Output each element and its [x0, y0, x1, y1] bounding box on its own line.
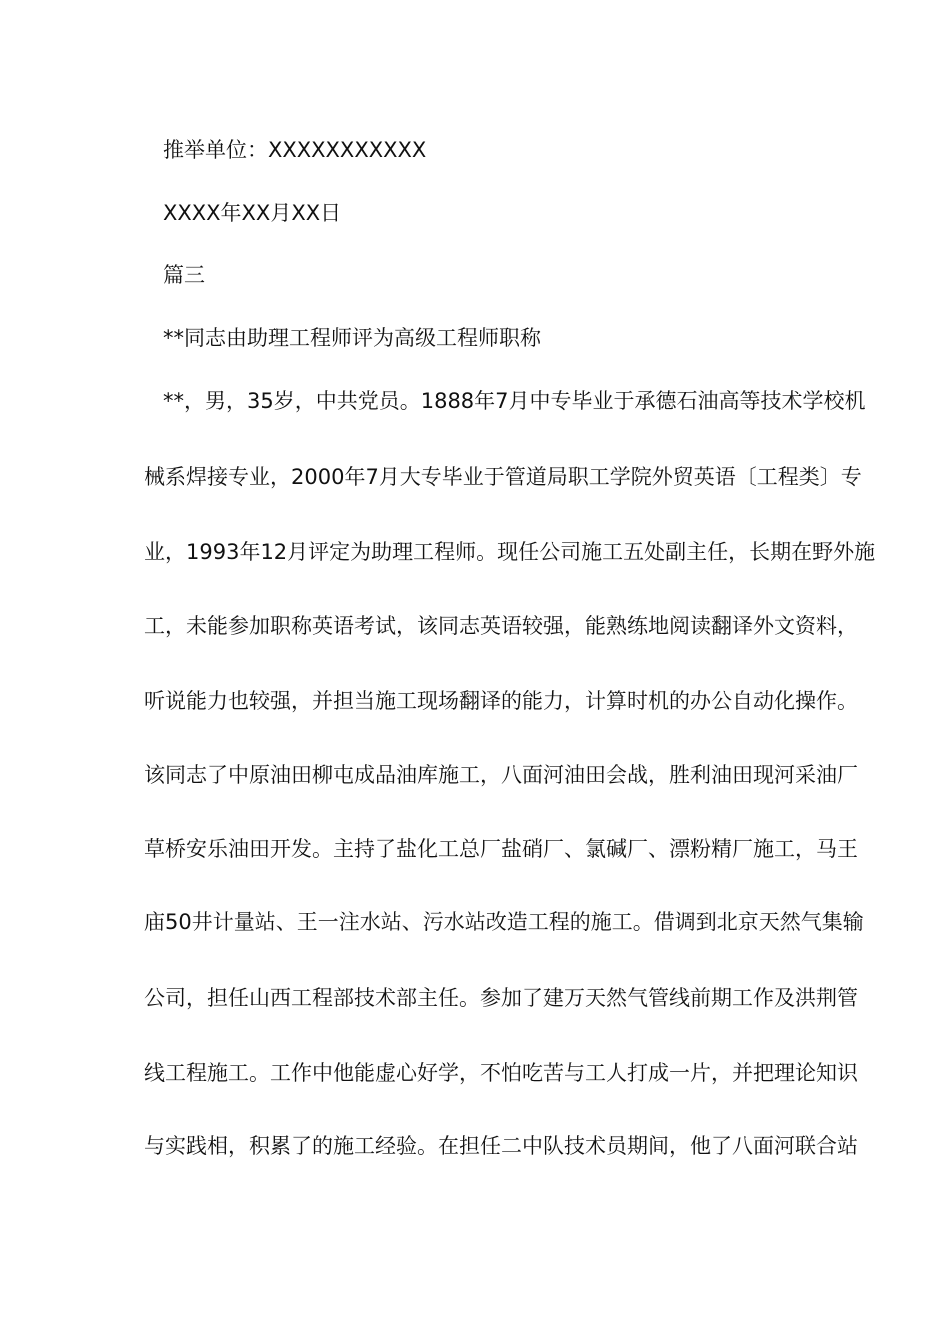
paragraph-line: 庙50井计量站、王一注水站、污水站改造工程的施工。借调到北京天然气集输 — [144, 910, 864, 934]
paragraph-line: 工，未能参加职称英语考试，该同志英语较强，能熟练地阅读翻译外文资料， — [144, 614, 858, 638]
paragraph-line: 草桥安乐油田开发。主持了盐化工总厂盐硝厂、氯碱厂、漂粉精厂施工，马王 — [144, 837, 858, 861]
paragraph-line: 与实践相，积累了的施工经验。在担任二中队技术员期间，他了八面河联合站 — [144, 1134, 858, 1158]
paragraph-line: 业，1993年12月评定为助理工程师。现任公司施工五处副主任，长期在野外施 — [144, 540, 876, 564]
paragraph-line: 公司，担任山西工程部技术部主任。参加了建万天然气管线前期工作及洪荆管 — [144, 986, 858, 1010]
paragraph-line: 线工程施工。工作中他能虚心好学，不怕吃苦与工人打成一片，并把理论知识 — [144, 1061, 858, 1085]
paragraph-line: 听说能力也较强，并担当施工现场翻译的能力，计算时机的办公自动化操作。 — [144, 689, 858, 713]
paragraph-line: 该同志了中原油田柳屯成品油库施工，八面河油田会战，胜利油田现河采油厂 — [144, 763, 858, 787]
paragraph-line: 械系焊接专业，2000年7月大专毕业于管道局职工学院外贸英语〔工程类〕专 — [144, 465, 862, 489]
recommend-unit-line: 推举单位：XXXXXXXXXXX — [163, 138, 427, 162]
document-heading: **同志由助理工程师评为高级工程师职称 — [163, 326, 541, 350]
section-title: 篇三 — [163, 263, 205, 287]
date-line: XXXX年XX月XX日 — [163, 201, 342, 225]
paragraph-line: **，男，35岁，中共党员。1888年7月中专毕业于承德石油高等技术学校机 — [163, 389, 866, 413]
